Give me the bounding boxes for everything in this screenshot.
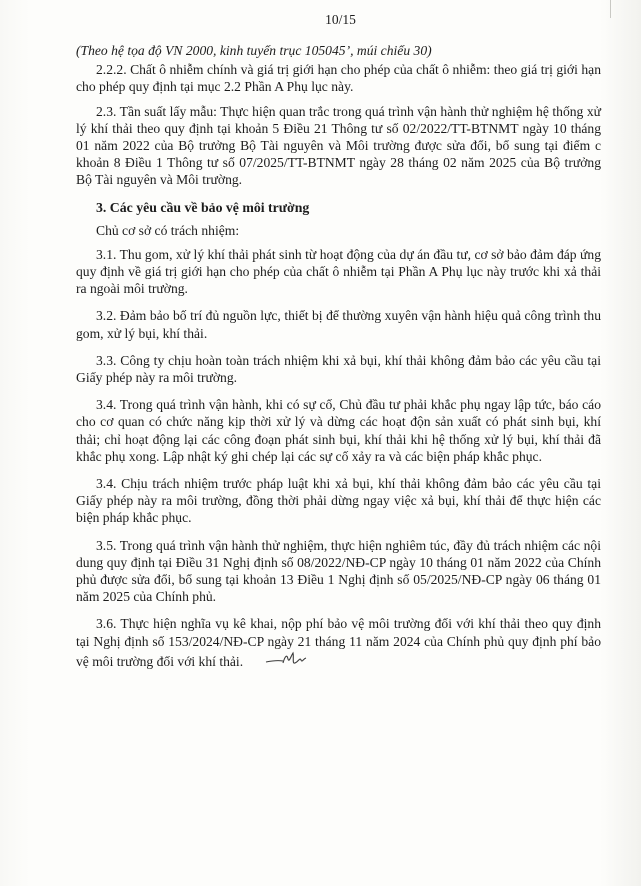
paragraph-3-6-text: 3.6. Thực hiện nghĩa vụ kê khai, nộp phí bảo vệ môi trường đối với khí thải theo quy định tại Nghị định số 153/2024/NĐ-CP ngày 21 tháng 11 năm 2024 của Chính phủ quy định phí bảo vệ môi trường đối với khí thải. bbox=[76, 616, 601, 669]
paragraph-3-3: 3.3. Công ty chịu hoàn toàn trách nhiệm khi xả bụi, khí thải không đảm bảo các yêu cầu tại Giấy phép này ra môi trường. bbox=[76, 352, 601, 386]
paragraph-3-4-b: 3.4. Chịu trách nhiệm trước pháp luật khi xả bụi, khí thải không đảm bảo các yêu cầu tại Giấy phép này ra môi trường, đồng thời phải dừng ngay việc xả bụi, khí thải để thực hiện các biện pháp khắc phục. bbox=[76, 476, 601, 526]
paragraph-3-2: 3.2. Đảm bảo bố trí đủ nguồn lực, thiết bị để thường xuyên vận hành hiệu quả công trình thu gom, xử lý bụi, khí thải. bbox=[76, 308, 601, 341]
paragraph-2-3: 2.3. Tần suất lấy mẫu: Thực hiện quan trắc trong quá trình vận hành thử nghiệm hệ thống xử lý khí thải theo quy định tại khoản 5 Điều 21 Thông tư số 02/2022/TT-BTNMT ngày 10 tháng 01 năm 2022 của Bộ trưởng Bộ Tài nguyên và Môi trường được sửa đổi, bổ sung tại điểm c khoản 8 Điều 1 Thông tư số 07/2025/TT-BTNMT ngày 28 tháng 02 năm 2025 của Bộ trưởng Bộ Tài nguyên và Môi trường. bbox=[76, 103, 601, 188]
paragraph-3-5: 3.5. Trong quá trình vận hành thử nghiệm, thực hiện nghiêm túc, đầy đủ trách nhiệm các nội dung quy định tại Điều 31 Nghị định số 08/2022/NĐ-CP ngày 10 tháng 01 năm 2022 của Chính phủ được sửa đổi, bổ sung tại khoản 13 Điều 1 Nghị định số 05/2025/NĐ-CP ngày 06 tháng 01 năm 2025 của Chính phủ. bbox=[76, 537, 601, 605]
section-3-heading: 3. Các yêu cầu về bảo vệ môi trường bbox=[96, 199, 310, 215]
paragraph-3-1: 3.1. Thu gom, xử lý khí thải phát sinh từ hoạt động của dự án đầu tư, cơ sở bảo đảm đáp ứng quy định về giá trị giới hạn cho phép của chất ô nhiễm tại Phần A Phụ lục này trước khi xả thải ra ngoài môi trường. bbox=[76, 246, 601, 297]
paragraph-3-4-a: 3.4. Trong quá trình vận hành, khi có sự cố, Chủ đầu tư phải khắc phụ ngay lập tức, báo cáo cho cơ quan có chức năng kịp thời xử lý và dừng các hoạt độn sản xuất có phát sinh bụi, khí thải; chỉ hoạt động lại các công đoạn phát sinh bụi, khí thải khi hệ thống xử lý bụi, khí thải đã khắc phụ xong. Lập nhật ký ghi chép lại các sự cố xảy ra và các biện pháp khắc phục. bbox=[76, 397, 601, 464]
paragraph-3-6 bbox=[76, 615, 601, 672]
page-number: 10/15 bbox=[325, 12, 356, 27]
page-edge-shadow bbox=[610, 0, 611, 18]
signature-scribble-icon bbox=[265, 650, 309, 668]
section-3-intro: Chủ cơ sở có trách nhiệm: bbox=[96, 222, 240, 238]
initial-signature bbox=[245, 650, 309, 672]
coordinate-note: (Theo hệ tọa độ VN 2000, kinh tuyến trục 105045’, múi chiếu 30) bbox=[76, 43, 432, 58]
paragraph-2-2-2: 2.2.2. Chất ô nhiễm chính và giá trị giới hạn cho phép của chất ô nhiễm: theo giá trị giới hạn cho phép quy định tại mục 2.2 Phần A Phụ lục này. bbox=[76, 62, 601, 95]
